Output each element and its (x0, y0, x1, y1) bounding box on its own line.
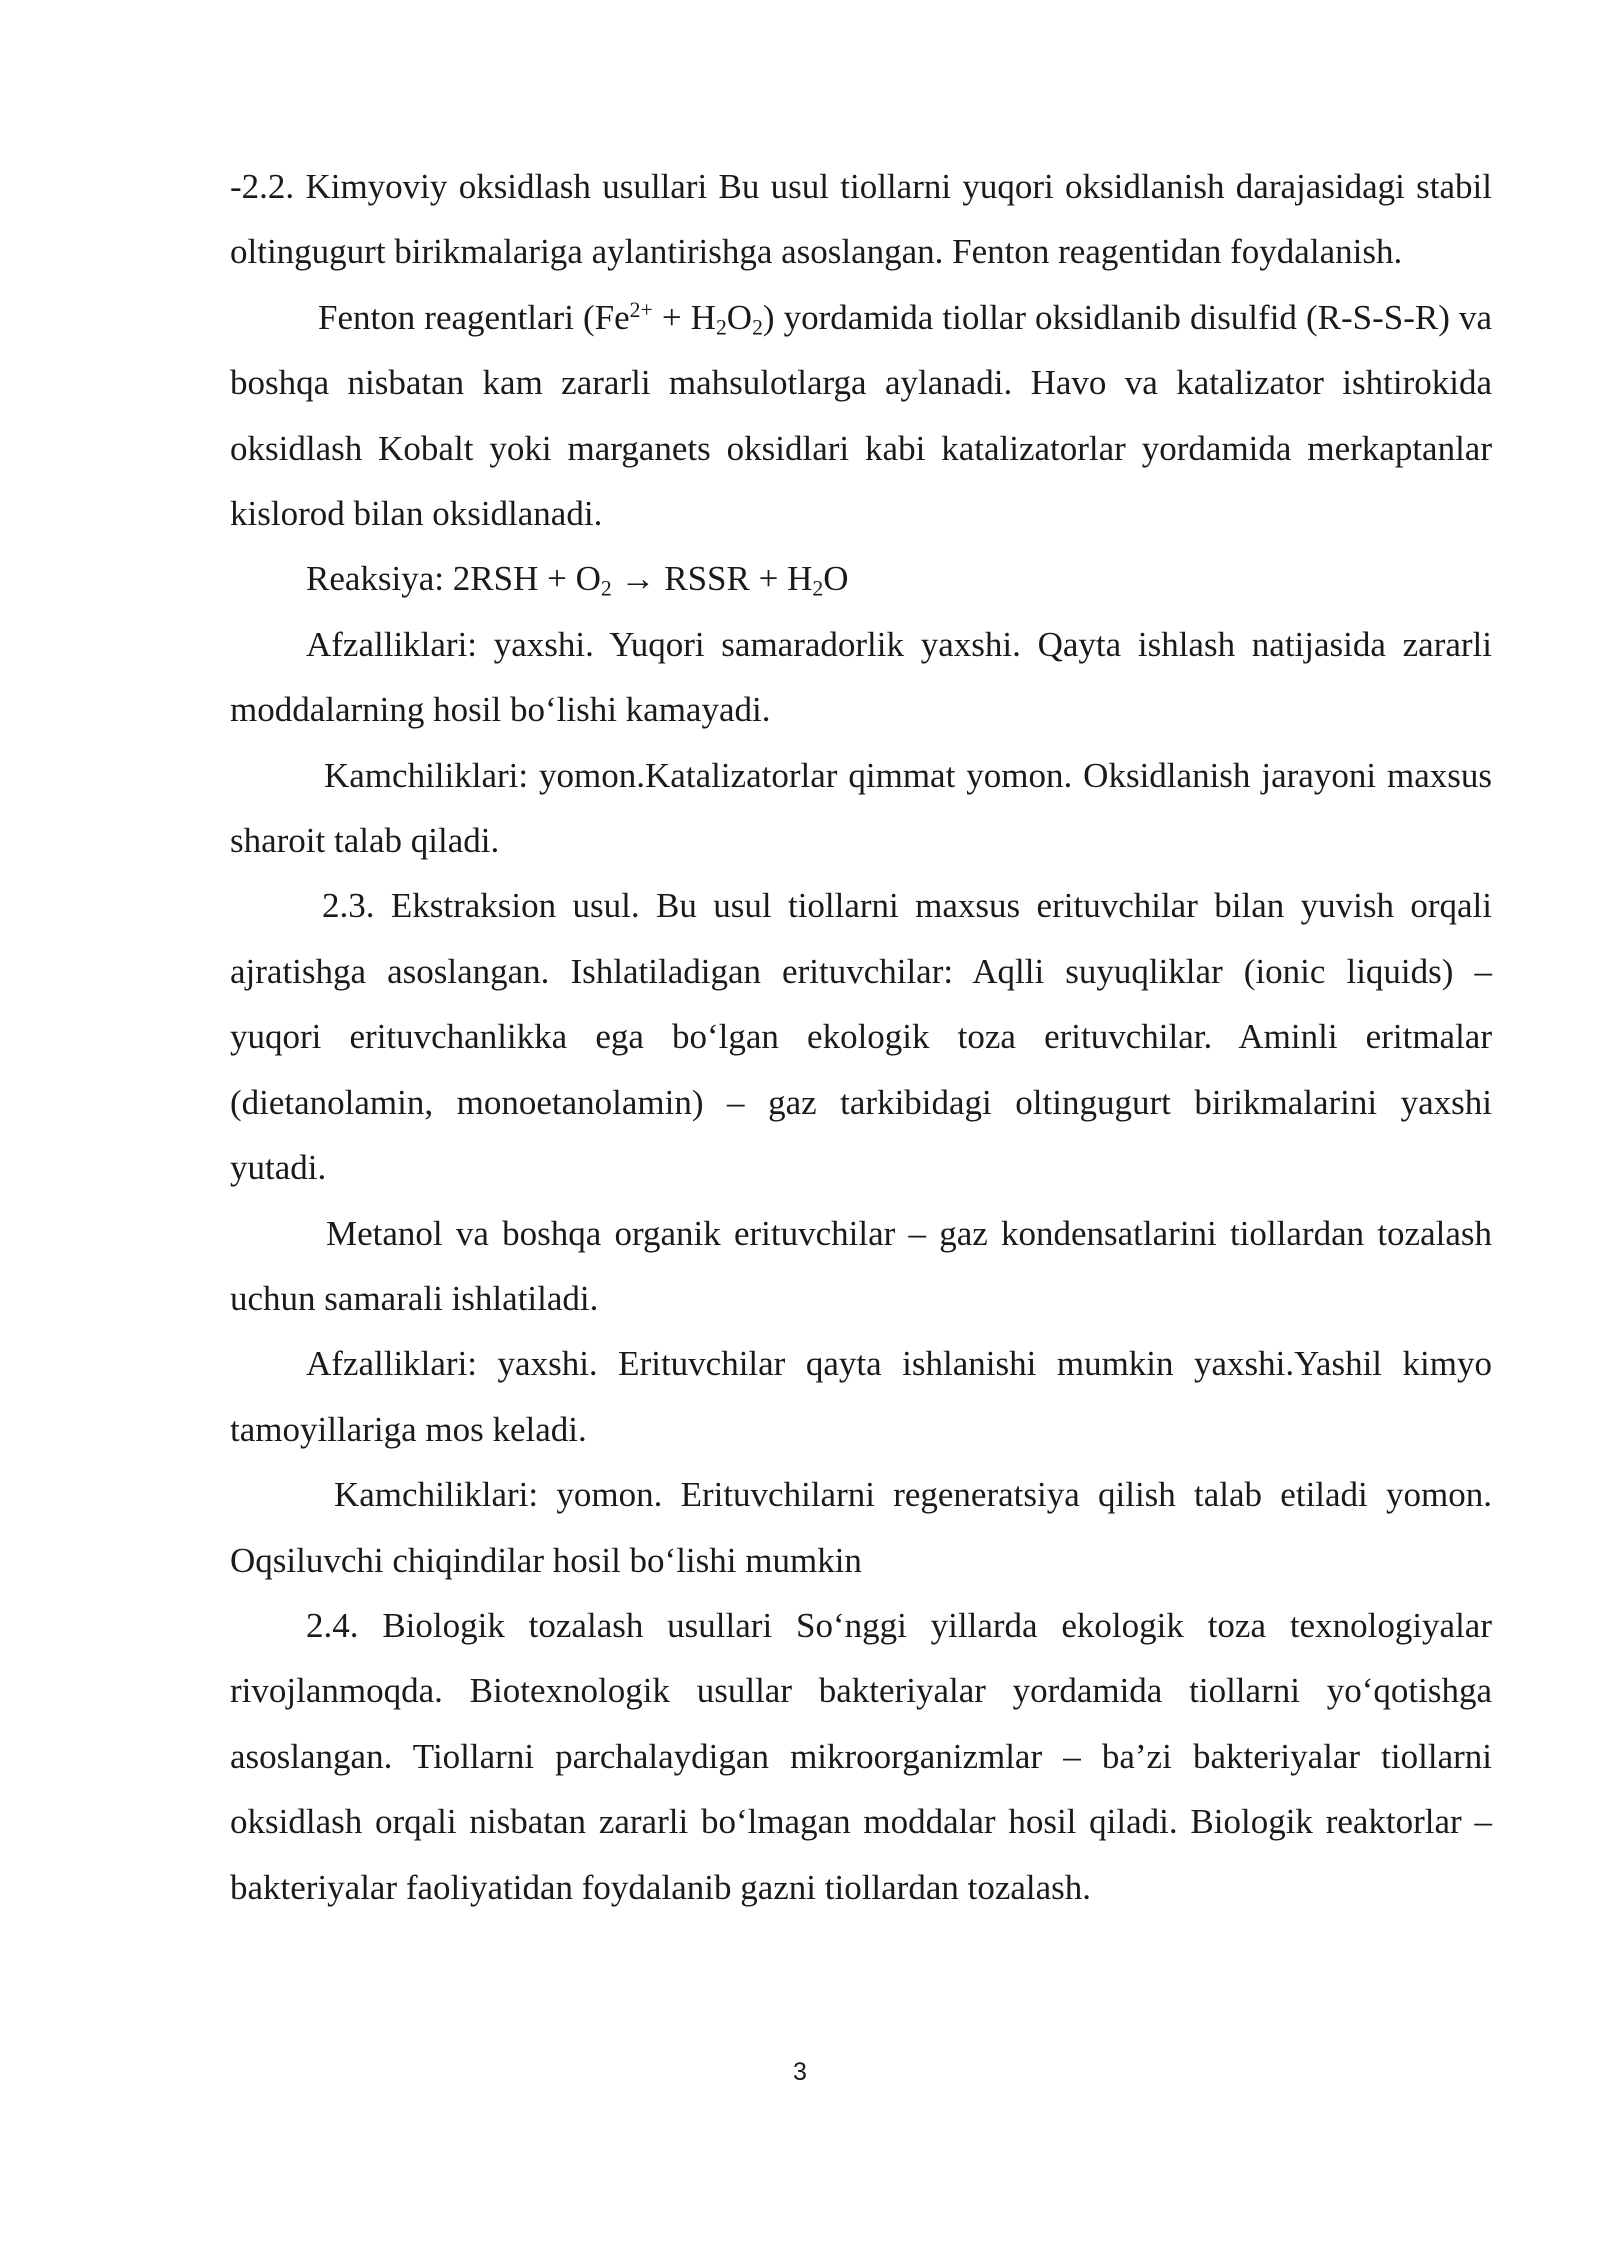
paragraph-methanol-solvents: Metanol va boshqa organik erituvchilar – gaz kondensatlarini tiollardan tozalash uchun samarali ishlatiladi. (230, 1213, 1492, 1318)
paragraph-reaction-equation: Reaksiya: $2RSH + O_2$ → RSSR + $H_2O$ (306, 559, 849, 601)
body-text (230, 154, 1492, 1920)
paragraph-chemical-oxidation: -2.2. Kimyoviy oksidlash usullari Bu usul tiollarni yuqori oksidlanish darajasidagi stabil oltingugurt birikmalariga aylantirishga asoslangan. Fenton reagentidan foydalanish. (230, 167, 1492, 272)
paragraph-advantages-extraction: Afzalliklari: yaxshi. Erituvchilar qayta ishlanishi mumkin yaxshi.Yashil kimyo tamoyillariga mos keladi. (230, 1344, 1492, 1449)
paragraph-advantages-oxidation: Afzalliklari: yaxshi. Yuqori samaradorlik yaxshi. Qayta ishlash natijasida zararli moddalarning hosil bo‘lishi kamayadi. (230, 624, 1492, 730)
paragraph-biological-cleaning: 2.4. Biologik tozalash usullari So‘nggi yillarda ekologik toza texnologiyalar rivojlanmoqda. Biotexnologik usullar bakteriyalar yordamida tiollarni yo‘qotishga asoslangan. Tiollarni parchalaydigan mikroorganizmlar – ba’zi bakteriyalar tiollarni oksidlash orqali nisbatan zararli bo‘lmagan moddalar hosil qiladi. Biologik reaktorlar – bakteriyalar faoliyatidan foydalanib gazni tiollardan tozalash. (230, 1605, 1492, 1907)
paragraph-disadvantages-extraction: Kamchiliklari: yomon. Erituvchilarni regeneratsiya qilish talab etiladi yomon. Oqsiluvchi chiqindilar hosil bo‘lishi mumkin (230, 1475, 1492, 1580)
page-number: 3 (793, 2058, 807, 2086)
paragraph-disadvantages-oxidation: Kamchiliklari: yomon.Katalizatorlar qimmat yomon. Oksidlanish jarayoni maxsus sharoit talab qiladi. (230, 755, 1492, 861)
paragraph-fenton-reagents: Fenton reagentlari $(Fe^{2+} + H_2O_2)$ yordamida tiollar oksidlanib disulfid (R-S-S-R) va boshqa nisbatan kam zararli mahsulotlarga aylanadi. Havo va katalizator ishtirokida oksidlash Kobalt yoki marganets oksidlari kabi katalizatorlar yordamida merkaptanlar kislorod bilan oksidlanadi. (230, 297, 1493, 534)
paragraph-extraction-method: 2.3. Ekstraksion usul. Bu usul tiollarni maxsus erituvchilar bilan yuvish orqali ajratishga asoslangan. Ishlatiladigan erituvchilar: Aqlli suyuqliklar (ionic liquids) – yuqori erituvchanlikka ega bo‘lgan ekologik toza erituvchilar. Aminli eritmalar (dietanolamin, monoetanolamin) – gaz tarkibidagi oltingugurt birikmalarini yaxshi yutadi. (230, 886, 1492, 1188)
